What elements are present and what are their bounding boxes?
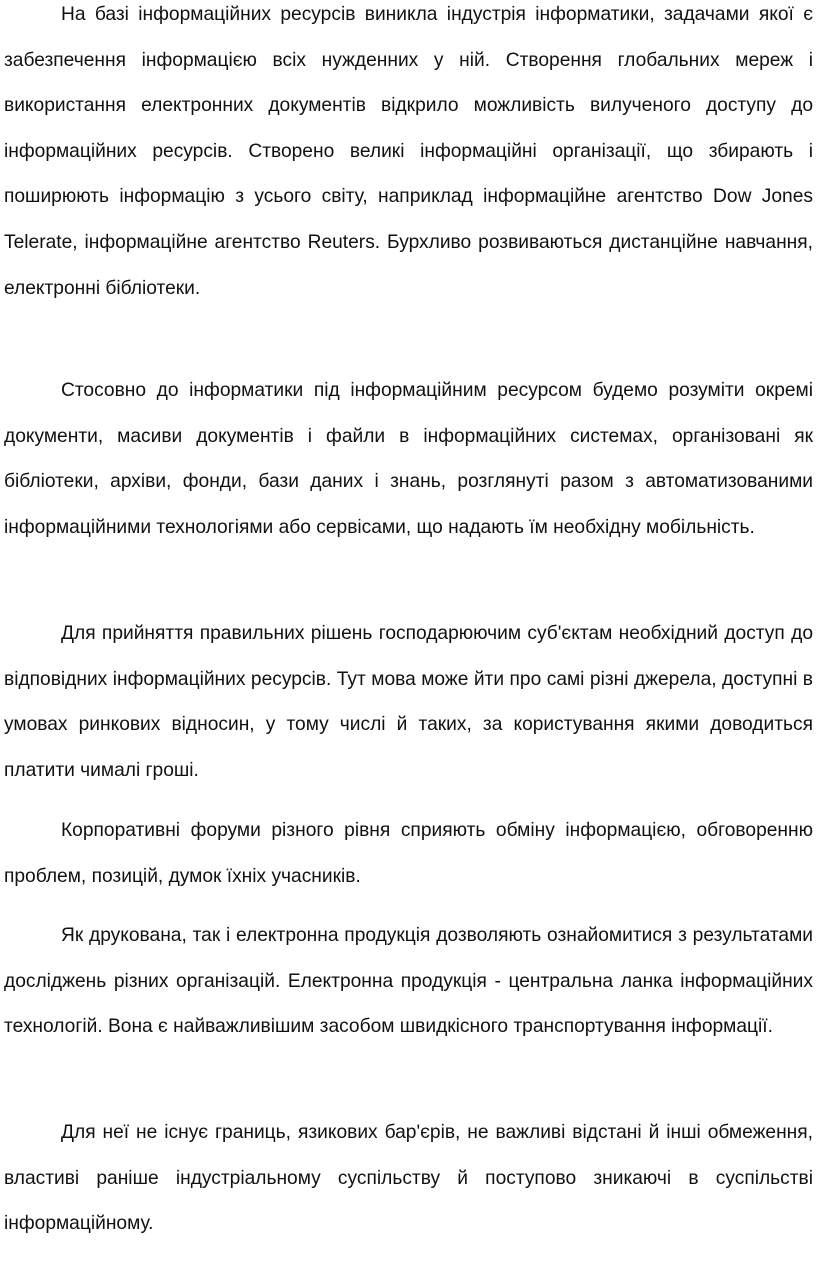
- paragraph-2: Стосовно до інформатики під інформаційним ресурсом будемо розуміти окремі документи, масиви документів і файли в інформаційних системах, організовані як бібліотеки, архіви, фонди, бази даних і знань, розглянуті разом з автоматизованими інформаційними технологіями або сервісами, що надають їм необхідну мобільність.: [4, 380, 813, 538]
- paragraph-3: Для прийняття правильних рішень господарюючим суб'єктам необхідний доступ до відповідних інформаційних ресурсів. Тут мова може йти про самі різні джерела, доступні в умовах ринкових відносин, у тому числі й таких, за користування якими доводиться платити чималі гроші.: [4, 623, 813, 781]
- paragraph-4: Корпоративні форуми різного рівня сприяють обміну інформацією, обговоренню проблем, позицій, думок їхніх учасників.: [4, 820, 813, 887]
- paragraph-5: Як друкована, так і електронна продукція дозволяють ознайомитися з результатами досліджень різних організацій. Електронна продукція - центральна ланка інформаційних технологій. Вона є найважливішим засобом швидкісного транспортування інформації.: [4, 925, 813, 1038]
- paragraph-1: На базі інформаційних ресурсів виникла індустрія інформатики, задачами якої є забезпечення інформацією всіх нужденних у ній. Створення глобальних мереж і використання електронних документів відкрило можливість вилученого доступу до інформаційних ресурсів. Створено великі інформаційні організації, що збирають і поширюють інформацію з усього світу, наприклад інформаційне агентство Dow Jones Telerate, інформаційне агентство Reuters. Бурхливо розвиваються дистанційне навчання, електронні бібліотеки.: [4, 4, 813, 299]
- paragraph-6: Для неї не існує границь, язикових бар'єрів, не важливі відстані й інші обмеження, властиві раніше індустріальному суспільству й поступово зникаючі в суспільстві інформаційному.: [4, 1122, 813, 1235]
